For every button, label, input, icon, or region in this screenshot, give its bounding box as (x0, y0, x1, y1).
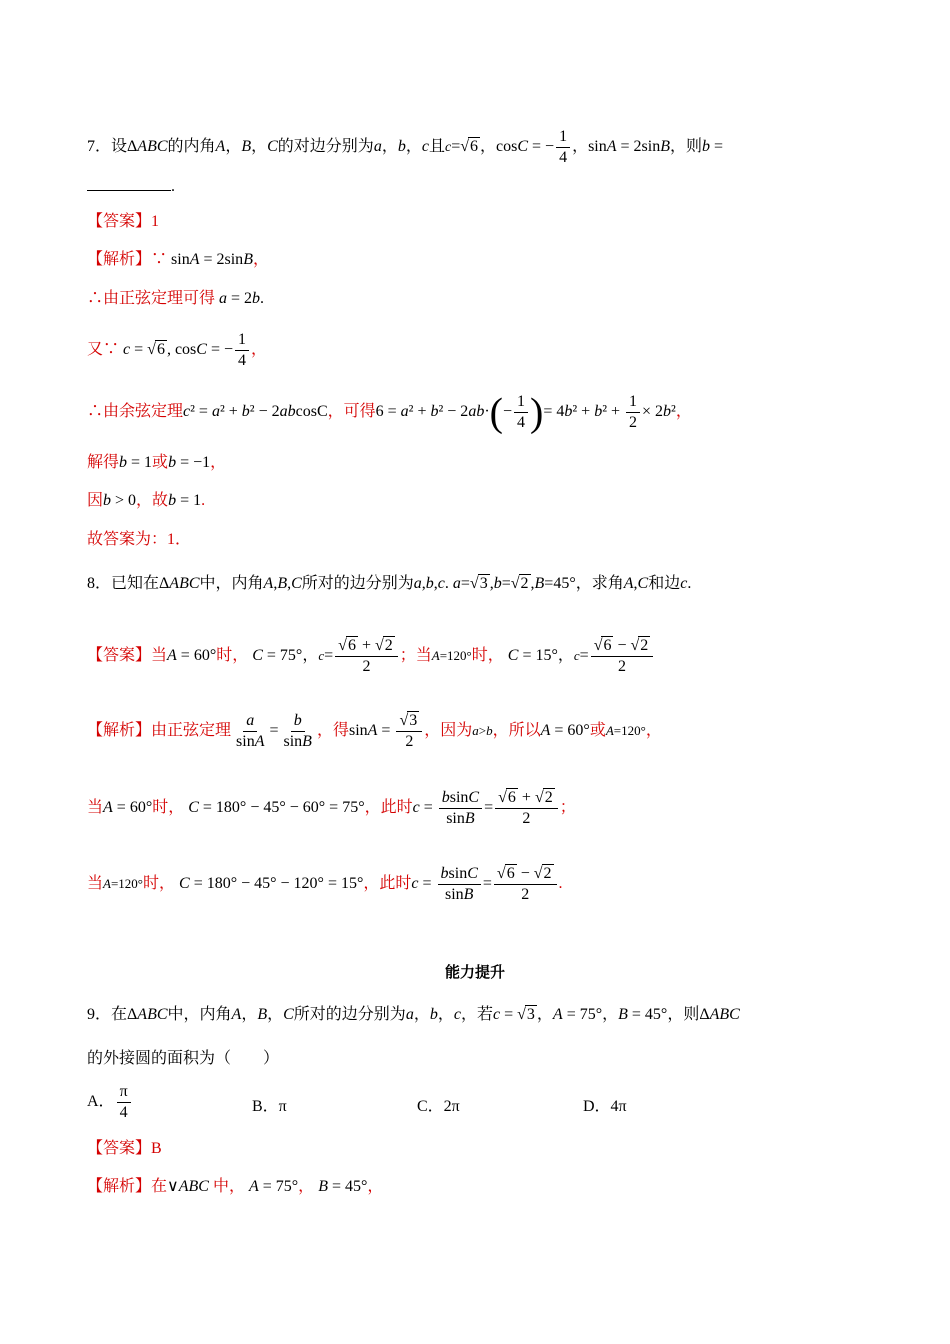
option-c[interactable] (417, 1093, 460, 1116)
q7-step3: 又∵ c = √6 , cosC = − $\frac{1}{4}$ ， (87, 331, 267, 369)
q7-step2: ∴由正弦定理可得 a = 2b. (87, 290, 265, 307)
q9-answer (87, 1138, 162, 1160)
q7-step7: 故答案为：1． (87, 531, 192, 548)
answer-blank (87, 176, 171, 191)
q9-stem-line2: 的外接圆的面积为（ ） (87, 1050, 280, 1067)
q7-blank: . (87, 176, 175, 198)
q9-answer-value: B (151, 1140, 162, 1157)
answer-value: 1 (151, 213, 160, 230)
option-a[interactable]: A． $\frac{\pi}{4}$ (87, 1083, 133, 1122)
q8-answer: 【答案】当A = 60°时， C = 75°，c= $\frac{√6 + √2}{2}$ ；当A=120°时， C = 15°，c= $\frac{√6 - √2}{2}$ (87, 637, 655, 676)
option-d[interactable] (583, 1093, 627, 1116)
q8-analysis1: 【解析】由正弦定理 $\frac{a}{\sin A}$ = $\frac{b}{\sin B}$ ，得sinA = $\frac{√3}{2}$ ，因为a>b，所以A = 60°或A=120°， (87, 712, 662, 750)
option-c-text: C．2π (417, 1098, 460, 1115)
q9-analysis: 【解析】在∨ABC 中， A = 75°， B = 45°， (87, 1178, 384, 1195)
q7-stem: 7．设ΔABC的内角A，B，C的对边分别为a，b，c且c=√6 ，cosC = − $\frac{1}{4}$ ，sinA = 2sinB，则b = (87, 128, 724, 166)
option-b[interactable] (252, 1093, 287, 1116)
q7-step4: ∴由余弦定理c² = a² + b² − 2abcosC，可得6 = a² + b² − 2ab·(− $\frac{1}{4}$ )= 4b² + b² + $\frac{1}{2}$ × 2b²， (87, 389, 692, 435)
option-b-text: B．π (252, 1098, 287, 1115)
option-d-text: D．4π (583, 1098, 627, 1115)
answer-tag: 【答案】 (87, 213, 152, 230)
q8-analysis3: 当A=120°时， C = 180° − 45° − 120° = 15°，此时c = $\frac{bsinC}{\sin B}$ = $\frac{√6 - √2}{2}$ . (87, 865, 563, 903)
q7-answer (87, 211, 159, 233)
q8-stem: 8．已知在ΔABC中，内角A,B,C所对的边分别为a,b,c. a=√3 ,b=√2 ,B=45°，求角A,C和边c. (87, 575, 692, 592)
q7-step5: 解得b = 1或b = −1， (87, 454, 227, 471)
q7-step1: 【解析】∵ sinA = 2sinB， (87, 251, 269, 268)
q9-answer-tag: 【答案】 (87, 1140, 152, 1157)
q7-step6: 因b > 0，故b = 1. (87, 492, 206, 509)
q8-analysis2: 当A = 60°时， C = 180° − 45° − 60° = 75°，此时c = $\frac{bsinC}{\sin B}$ = $\frac{√6 + √2}{2}$ ； (87, 789, 576, 827)
section-title: 能力提升 (444, 963, 505, 981)
analysis-tag: 【解析】 (87, 251, 152, 268)
q9-stem-line1: 9．在ΔABC中，内角A，B，C所对的边分别为a，b，c，若c = √3 ，A = 75°，B = 45°，则ΔABC (87, 1006, 740, 1023)
